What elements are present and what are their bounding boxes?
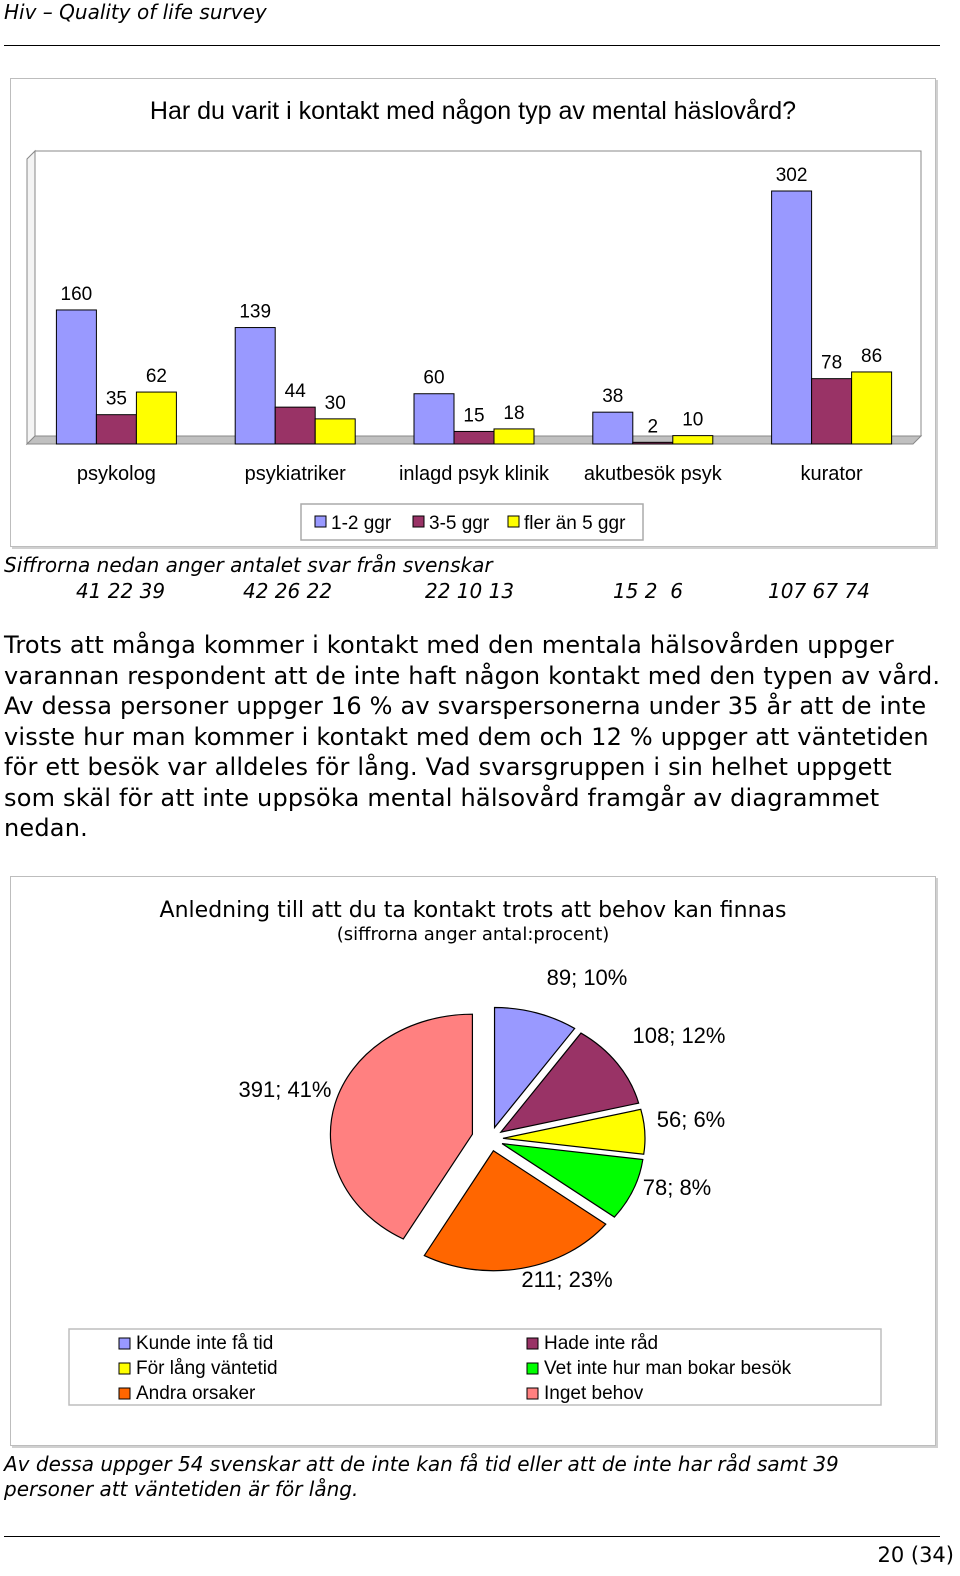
footer-divider	[4, 1536, 940, 1537]
bar-3-4	[673, 436, 713, 444]
bar-value-label: 38	[602, 386, 624, 408]
bar-1-4	[593, 412, 633, 444]
header-divider	[4, 45, 940, 46]
pie-chart-frame	[10, 876, 936, 1446]
bar-value-label: 10	[682, 409, 704, 431]
bar-3-1	[136, 392, 176, 444]
pie-chart-title: Anledning till att du ta kontakt trots att behov kan finnas	[159, 898, 787, 923]
pie-legend-label: Inget behov	[544, 1383, 644, 1404]
pie-legend-swatch	[527, 1338, 538, 1349]
bar-value-label: 60	[423, 367, 445, 389]
pie-legend-swatch	[119, 1338, 130, 1349]
bar-1-3	[414, 394, 454, 444]
swedish-count-psykolog: 41 22 39	[76, 579, 166, 603]
bar-chart	[11, 79, 935, 546]
document-header: Hiv – Quality of life survey	[4, 0, 267, 24]
bar-value-label: 18	[503, 402, 525, 424]
bar-3-5	[852, 372, 892, 444]
pie-slice-6	[330, 1014, 472, 1239]
bar-2-5	[812, 379, 852, 444]
legend-label: 1-2 ggr	[331, 513, 392, 534]
legend-label: fler än 5 ggr	[524, 513, 626, 534]
bar-1-1	[56, 310, 96, 444]
bar-value-label: 30	[324, 392, 346, 414]
legend-swatch	[315, 516, 326, 527]
pie-slice-label: 56; 6%	[656, 1107, 726, 1132]
bar-value-label: 302	[775, 165, 808, 186]
plot-side-wall	[27, 151, 35, 444]
bar-2-1	[96, 415, 136, 444]
swedish-count-inlagd: 22 10 13	[425, 579, 515, 603]
bar-2-2	[275, 407, 315, 444]
bar-value-label: 139	[239, 301, 272, 323]
pie-chart	[11, 877, 935, 1445]
bar-value-label: 44	[284, 381, 306, 403]
pie-legend-label: Hade inte råd	[544, 1333, 659, 1354]
bar-chart-title: Har du varit i kontakt med någon typ av mental häslovård?	[149, 97, 797, 125]
pie-slice-label: 108; 12%	[632, 1023, 726, 1048]
swedish-count-akutbesok: 15 2 6	[613, 579, 683, 603]
bar-value-label: 86	[861, 345, 883, 367]
category-label: kurator	[800, 463, 863, 485]
legend-label: 3-5 ggr	[429, 513, 490, 534]
legend-swatch	[413, 516, 424, 527]
bar-1-5	[772, 191, 812, 444]
pie-legend-label: Kunde inte få tid	[136, 1333, 274, 1354]
bar-chart-frame	[10, 78, 936, 547]
legend-swatch	[508, 516, 519, 527]
pie-legend-swatch	[527, 1363, 538, 1374]
pie-legend-label: För lång väntetid	[136, 1358, 278, 1379]
bar-1-2	[235, 328, 275, 444]
bar-value-label: 15	[463, 405, 485, 427]
pie-legend-swatch	[119, 1388, 130, 1399]
bottom-note-line1: Av dessa uppger 54 svenskar att de inte kan få tid eller att de inte har råd samt 39	[4, 1452, 839, 1476]
swedish-note-label: Siffrorna nedan anger antalet svar från svenskar	[4, 553, 493, 577]
pie-legend-label: Vet inte hur man bokar besök	[544, 1358, 792, 1379]
bar-value-label: 160	[60, 283, 93, 305]
bar-value-label: 2	[647, 416, 659, 438]
category-label: inlagd psyk klinik	[398, 463, 550, 485]
pie-slice-label: 89; 10%	[546, 965, 628, 990]
bar-value-label: 78	[821, 352, 843, 374]
bar-2-3	[454, 431, 494, 444]
swedish-count-psykiatriker: 42 26 22	[243, 579, 333, 603]
pie-slice-label: 78; 8%	[642, 1175, 712, 1200]
bar-value-label: 62	[145, 366, 167, 388]
category-label: psykolog	[76, 463, 156, 485]
bar-3-3	[494, 429, 534, 444]
bar-3-2	[315, 419, 355, 444]
pie-legend-swatch	[119, 1363, 130, 1374]
bar-value-label: 35	[105, 388, 127, 410]
pie-chart-subtitle: (siffrorna anger antal:procent)	[336, 924, 610, 945]
pie-slice-label: 391; 41%	[238, 1077, 332, 1102]
bar-2-4	[633, 442, 673, 444]
swedish-count-kurator: 107 67 74	[768, 579, 870, 603]
pie-legend-label: Andra orsaker	[136, 1383, 256, 1404]
pie-legend-swatch	[527, 1388, 538, 1399]
pie-slice-label: 211; 23%	[521, 1267, 613, 1292]
body-paragraph: Trots att många kommer i kontakt med den mentala hälsovården uppger varannan respondent att de inte haft någon kontakt med den typen av vård. Av dessa personer uppger 16 % av svarspersonerna under 35 år att de inte visste hur man kommer i kontakt med dem och 12 % uppger att väntetiden för ett besök var alldeles för lång. Vad svarsgruppen i sin helhet uppgett som skäl för att inte uppsöka mental hälsovård framgår av diagrammet nedan.	[4, 631, 941, 842]
category-label: akutbesök psyk	[583, 463, 722, 485]
bottom-note-line2: personer att väntetiden är för lång.	[4, 1477, 359, 1501]
category-label: psykiatriker	[244, 463, 346, 485]
page-number: 20 (34)	[877, 1543, 954, 1567]
